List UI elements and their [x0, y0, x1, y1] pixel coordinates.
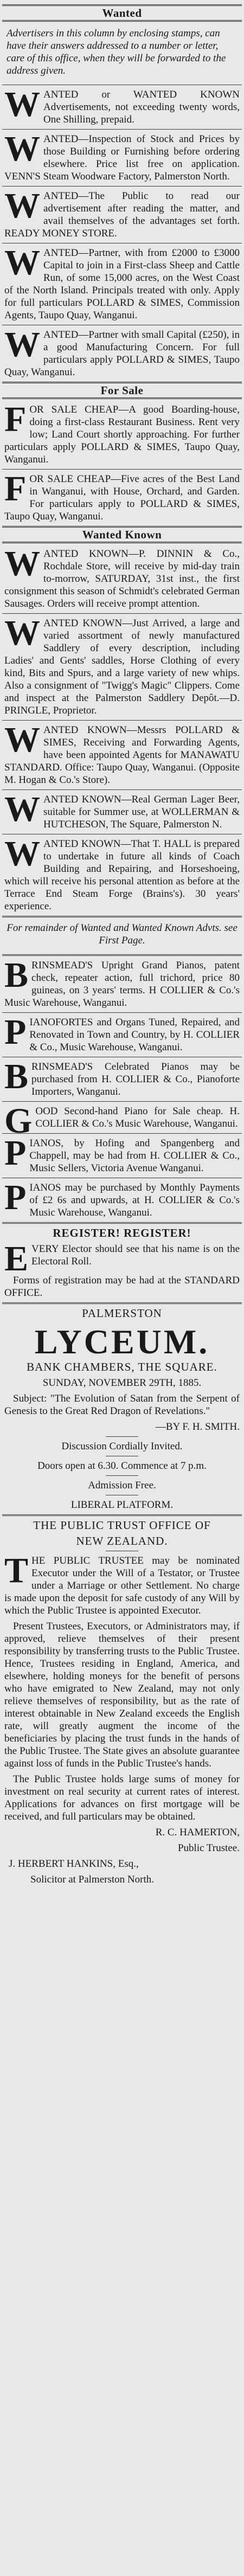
drop-cap: W — [4, 186, 40, 226]
drop-cap: W — [4, 85, 40, 124]
known-ad — [2, 544, 242, 610]
drop-cap: F — [4, 400, 27, 439]
piano-ad — [2, 1101, 242, 1141]
lyceum-date: SUNDAY, NOVEMBER 29TH, 1885. — [42, 1377, 202, 1389]
register-title: REGISTER! REGISTER! — [53, 1226, 191, 1239]
ad-text: ANTED KNOWN—Messrs POLLARD & SIMES, Receiving and Forwarding Agents, have been appointed Agents for MANAWATU STANDARD. Office: Taupo Quay, Wanganui. (Opposite M. Hogan & Co.'s Store). — [4, 724, 240, 786]
lyceum-doors: Doors open at 6.30. Commence at 7 p.m. — [37, 1460, 207, 1472]
ad-text: ANTED KNOWN—Real German Lager Beer, suitable for Summer use, at WOLLERMAN & HUTCHESON, The Square, Palmerston N. — [43, 794, 240, 830]
divider — [2, 1012, 242, 1013]
wanted-ad — [2, 85, 242, 126]
for-sale-header: For Sale — [2, 382, 242, 399]
drop-cap: P — [4, 1178, 27, 1217]
lyceum-platform: LIBERAL PLATFORM. — [70, 1499, 174, 1511]
trust-para-3: The Public Trustee holds large sums of money for investment on real security at current rates of interest. Applications for advances on first mortgage will be received, and full particulars may be obtained. — [4, 1774, 240, 1822]
wanted-ad — [2, 186, 242, 240]
drop-cap: P — [4, 1012, 27, 1052]
divider — [2, 1222, 242, 1224]
ad-text: ANTED KNOWN—P. DINNIN & Co., Rochdale Store, will receive by mid-day train to-morrow, SATURDAY, 31st inst., the first consignment this season of Schmidt's celebrated German Sausages. Orders will receive prompt attention. — [4, 548, 240, 609]
piano-ads — [2, 955, 242, 1219]
trust-para-1 — [2, 1551, 242, 1617]
remainder-note: For remainder of Wanted and Wanted Known Advts. see First Page. — [7, 922, 237, 946]
lyceum-discussion: Discussion Cordially Invited. — [61, 1441, 183, 1452]
divider — [2, 954, 242, 956]
drop-cap: B — [4, 955, 29, 995]
lyceum-speaker: —BY F. H. SMITH. — [155, 1421, 240, 1432]
drop-cap: W — [4, 325, 40, 364]
trust-signature-title: Public Trustee. — [177, 1842, 240, 1854]
trust-text: HE PUBLIC TRUSTEE may be nominated Executor under the Will of a Testator, or Trustee under a Marriage or other Settlement. No charge is made upon the deposit for safe custody of any Will by which the Public Trustee is appointed Executor. — [4, 1555, 240, 1616]
known-ads — [2, 544, 242, 913]
ad-text: ANTED KNOWN—Just Arrived, a large and varied assortment of newly manufactured Saddlery of every description, including Ladies' and Gents' saddles, Horse Clothing of every kind, Bits and Spurs, and a large variety of new whips. Also a consignment of "Twigg's Magic" Clippers. Come and inspect at the Palmerston Saddlery Depôt.—D. PRINGLE, Proprietor. — [4, 618, 240, 716]
ad-text: OOD Second-hand Piano for Sale cheap. H. COLLIER & Co.'s Music Warehouse, Wanganui. — [35, 1106, 240, 1129]
piano-ad — [2, 955, 242, 1009]
ad-text: RINSMEAD'S Upright Grand Pianos, patent check, repeater action, full trichord, price 80 guineas, on 3 years' terms. H COLLIER & Co.'s Music Warehouse, Wanganui. — [4, 960, 240, 1008]
ad-text: ANTED—Partner with small Capital (£250), in a good Manufacturing Concern. For full particulars apply POLLARD & SIMES, Taupo Quay, Wanganui. — [4, 329, 240, 378]
drop-cap: W — [4, 789, 40, 829]
drop-cap: F — [4, 469, 27, 509]
register-text: VERY Elector should see that his name is on the Electoral Roll. — [31, 1243, 240, 1267]
lyceum-place: BANK CHAMBERS, THE SQUARE. — [27, 1360, 217, 1373]
drop-cap: W — [4, 834, 40, 873]
lyceum-name: LYCEUM. — [34, 1322, 210, 1361]
public-trust-ad — [2, 1519, 242, 1886]
piano-ad — [2, 1133, 242, 1174]
lyceum-town: PALMERSTON — [82, 1307, 162, 1320]
wanted-ad — [2, 325, 242, 378]
divider — [2, 1101, 242, 1102]
drop-cap: B — [4, 1057, 29, 1096]
sale-ad — [2, 469, 242, 523]
ad-text: IANOS, by Hofing and Spangenberg and Chappell, may be had from H. COLLIER & Co., Music Sellers, Victoria Avenue Wanganui. — [29, 1138, 240, 1174]
wanted-header: Wanted — [2, 4, 242, 22]
piano-ad — [2, 1012, 242, 1053]
ad-text: RINSMEAD'S Celebrated Pianos may be purchased from H. COLLIER & Co., Pianoforte Importers, Wanganui. — [31, 1061, 240, 1097]
register-ad — [2, 1227, 242, 1299]
ad-text: ANTED—Partner, with from £2000 to £3000 Capital to join in a First-class Sheep and Cattle Run, of some 15,000 acres, on the West Coast of the North Island. Principals treated with only. Apply for full particulars POLLARD & SIMES, Commission Agents, Taupo Quay, Wanganui. — [4, 247, 240, 321]
wanted-ad — [2, 243, 242, 322]
ad-text: IANOFORTES and Organs Tuned, Repaired, and Renovated in Town and Country, by H. COLLIER & Co., Music Warehouse, Wanganui. — [29, 1017, 240, 1053]
register-forms: Forms of registration may be had at the STANDARD OFFICE. — [4, 1275, 240, 1299]
lyceum-subject: Subject: "The Evolution of Satan from the Serpent of Genesis to the Great Red Dragon of Revelations." — [4, 1393, 240, 1417]
drop-cap: W — [4, 544, 40, 583]
wanted-ad — [2, 129, 242, 183]
drop-cap: P — [4, 1133, 27, 1173]
known-ad — [2, 789, 242, 831]
ad-text: OR SALE CHEAP—A good Boarding-house, doing a first-class Restaurant Business. Rent very low; Land Court shortly approaching. For further particulars apply POLLARD & SIMES, Taupo Quay, Wanganui. — [4, 404, 240, 465]
drop-cap: W — [4, 613, 40, 653]
divider — [2, 1514, 242, 1516]
sale-ads — [2, 400, 242, 523]
drop-cap: W — [4, 720, 40, 760]
drop-cap: G — [4, 1101, 33, 1141]
drop-cap: T — [4, 1551, 29, 1590]
ad-text: OR SALE CHEAP—Five acres of the Best Land in Wanganui, with House, Orchard, and Garden. For particulars apply to POLLARD & SIMES, Taupo Quay, Wanganui. — [4, 473, 240, 522]
ad-text: IANOS may be purchased by Monthly Payments of £2 6s and upwards, at H. COLLIER & Co.'s Music Warehouse, Wanganui. — [29, 1182, 240, 1218]
trust-agent-title: Solicitor at Palmerston North. — [30, 1874, 154, 1885]
divider — [106, 1475, 138, 1476]
divider — [2, 1133, 242, 1134]
trust-agent: J. HERBERT HANKINS, Esq., — [9, 1858, 139, 1870]
trust-title-1: THE PUBLIC TRUST OFFICE OF — [33, 1519, 211, 1532]
drop-cap: W — [4, 129, 40, 169]
advertisers-notice: Advertisers in this column by enclosing stamps, can have their answers addressed to a number or letter, care of this office, when they will be forwarded to the address given. — [7, 28, 226, 76]
known-ad — [2, 613, 242, 717]
lyceum-ad — [2, 1307, 242, 1511]
ad-text: ANTED KNOWN—That T. HALL is prepared to undertake in future all kinds of Coach Building and Repairing, and Horseshoeing, which will receive his personal attention as before at the Terrace End Steam Forge (Brains's). 30 years' experience. — [4, 838, 240, 912]
sale-ad — [2, 400, 242, 466]
divider — [2, 469, 242, 470]
trust-para-2: Present Trustees, Executors, or Administrators may, if approved, relieve themselves of their present responsibility by transferring trusts to the Public Trustee. Hence, Trustees residing in England, America, and elsewhere, holding moneys for the benefit of persons who have emigrated to New Zealand, may not only relieve themselves of responsibility, but as the rate of interest obtainable in New Zealand exceeds the English rate, will greatly augment the income of the beneficiaries by placing the trust funds in the hands of the Public Trustee. The State gives an absolute guarantee against loss of funds in the Public Trustee's hands. — [4, 1621, 240, 1769]
wanted-ads — [2, 85, 242, 378]
known-ad — [2, 720, 242, 786]
divider — [2, 1302, 242, 1304]
ad-text: ANTED—Inspection of Stock and Prices by those Building or Furnishing before ordering elsewhere. Price list free on application. VENN'S Steam Woodware Factory, Palmerston North. — [4, 133, 240, 182]
piano-ad — [2, 1057, 242, 1098]
drop-cap: E — [4, 1239, 29, 1279]
ad-text: ANTED or WANTED KNOWN Advertisements, not exceeding twenty words, One Shilling, prepaid. — [43, 89, 240, 125]
lyceum-admission: Admission Free. — [88, 1480, 156, 1491]
divider — [106, 1436, 138, 1437]
wanted-known-header: Wanted Known — [2, 526, 242, 543]
trust-title-2: NEW ZEALAND. — [76, 1534, 168, 1547]
drop-cap: W — [4, 243, 40, 282]
register-body — [2, 1239, 242, 1279]
ad-text: ANTED—The Public to read our advertisement after reading the matter, and avail themselves of the advantages set forth. READY MONEY STORE. — [4, 190, 240, 239]
known-ad — [2, 834, 242, 913]
trust-signature: R. C. HAMERTON, — [155, 1827, 240, 1838]
piano-ad — [2, 1178, 242, 1219]
divider — [2, 916, 242, 917]
